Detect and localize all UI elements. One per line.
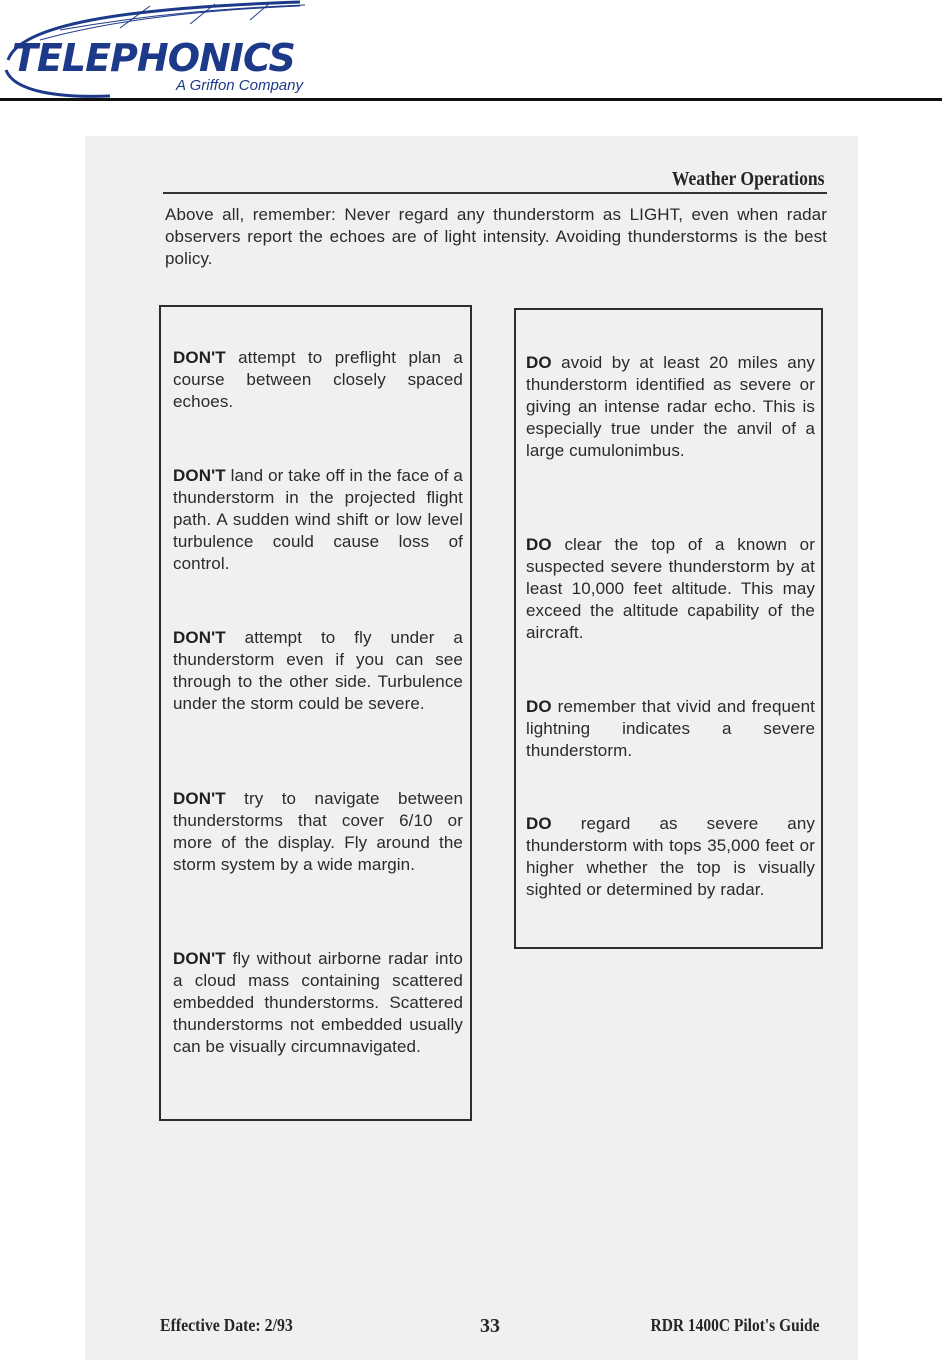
section-title: Weather Operations bbox=[672, 168, 825, 190]
brand-name: TELEPHONICS bbox=[12, 36, 295, 80]
dont-list-box bbox=[159, 305, 472, 1121]
do-item: DO clear the top of a known or suspected severe thunderstorm by at least 10,000 feet altitude. This may exceed the altitude capability of the aircraft. bbox=[526, 535, 815, 642]
guide-title: RDR 1400C Pilot's Guide bbox=[650, 1315, 820, 1335]
dont-item: DON'T attempt to fly under a thunderstorm even if you can see through to the other side. Turbulence under the storm could be severe. bbox=[173, 628, 463, 713]
dont-item: DON'T try to navigate between thunderstorms that cover 6/10 or more of the display. Fly around the storm system by a wide margin. bbox=[173, 789, 463, 874]
brand-tagline: A Griffon Company bbox=[176, 77, 303, 94]
intro-paragraph: Above all, remember: Never regard any thunderstorm as LIGHT, even when radar observers report the echoes are of light intensity. Avoiding thunderstorms is the best policy. bbox=[165, 205, 827, 268]
page-number: 33 bbox=[480, 1315, 500, 1337]
title-divider bbox=[163, 192, 827, 194]
telephonics-logo bbox=[0, 0, 380, 100]
do-item: DO regard as severe any thunderstorm with tops 35,000 feet or higher whether the top is visually sighted or determined by radar. bbox=[526, 814, 815, 899]
dont-item: DON'T land or take off in the face of a thunderstorm in the projected flight path. A sudden wind shift or low level turbulence could cause loss of control. bbox=[173, 466, 463, 573]
header-divider bbox=[0, 98, 942, 101]
scanned-page bbox=[85, 136, 858, 1360]
effective-date: Effective Date: 2/93 bbox=[160, 1315, 293, 1335]
do-list-box bbox=[514, 308, 823, 949]
dont-item: DON'T attempt to preflight plan a course between closely spaced echoes. bbox=[173, 348, 463, 411]
do-item: DO avoid by at least 20 miles any thunderstorm identified as severe or giving an intense radar echo. This is especially true under the anvil of a large cumulonimbus. bbox=[526, 353, 815, 460]
dont-item: DON'T fly without airborne radar into a cloud mass containing scattered embedded thunderstorms. Scattered thunderstorms not embedded usually can be visually circumnavigated. bbox=[173, 949, 463, 1056]
do-item: DO remember that vivid and frequent lightning indicates a severe thunderstorm. bbox=[526, 697, 815, 760]
